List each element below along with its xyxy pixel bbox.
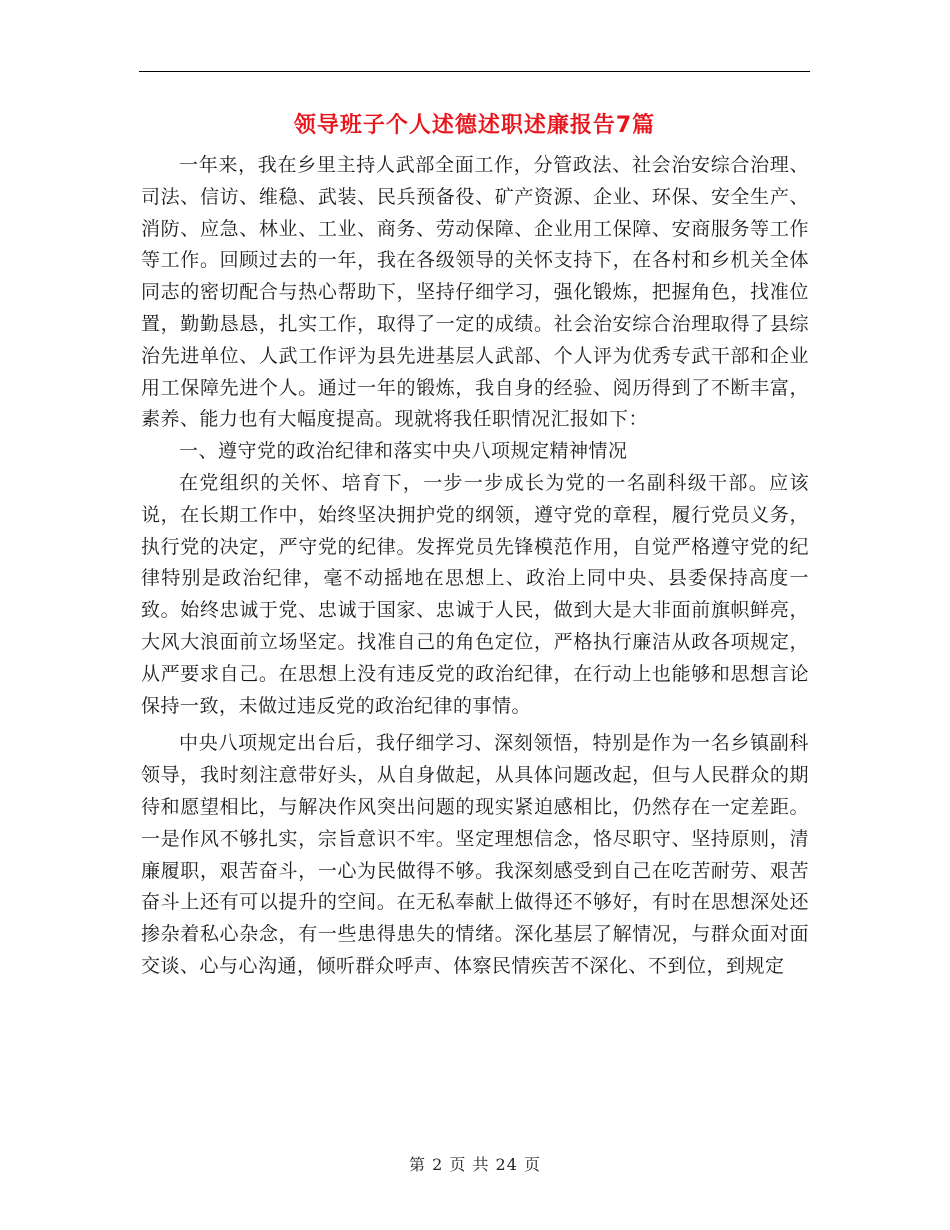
body-paragraph-eight-rules: 中央八项规定出台后，我仔细学习、深刻领悟，特别是作为一名乡镇副科领导，我时刻注意带好头，从自身做起，从具体问题改起，但与人民群众的期待和愿望相比，与解决作风突出问题的现实紧迫感相比，仍然存在一定差距。一是作风不够扎实，宗旨意识不牢。坚定理想信念，恪尽职守、坚持原则，清廉履职，艰苦奋斗，一心为民做得不够。我深刻感受到自己在吃苦耐劳、艰苦奋斗上还有可以提升的空间。在无私奉献上做得还不够好，有时在思想深处还掺杂着私心杂念，有一些患得患失的情绪。深化基层了解情况，与群众面对面交谈、心与心沟通，倾听群众呼声、体察民情疾苦不深化、不到位，到规定	[141, 732, 809, 977]
section-heading-1: 一、遵守党的政治纪律和落实中央八项规定精神情况	[179, 440, 628, 463]
body-paragraph-discipline: 在党组织的关怀、培育下，一步一步成长为党的一名副科级干部。应该说，在长期工作中，始终坚决拥护党的纲领，遵守党的章程，履行党员义务，执行党的决定，严守党的纪律。发挥党员先锋模范作用，自觉严格遵守党的纪律特别是政治纪律，毫不动摇地在思想上、政治上同中央、县委保持高度一致。始终忠诚于党、忠诚于国家、忠诚于人民，做到大是大非面前旗帜鲜亮，大风大浪面前立场坚定。找准自己的角色定位，严格执行廉洁从政各项规定，从严要求自己。在思想上没有违反党的政治纪律，在行动上也能够和思想言论保持一致，未做过违反党的政治纪律的事情。	[141, 471, 809, 717]
document-title: 领导班子个人述德述职述廉报告7篇	[293, 113, 656, 138]
document-body	[141, 150, 809, 983]
page-number-footer: 第 2 页 共 24 页	[409, 1155, 541, 1174]
header-rule	[139, 71, 810, 72]
body-paragraph-intro: 一年来，我在乡里主持人武部全面工作，分管政法、社会治安综合治理、司法、信访、维稳、武装、民兵预备役、矿产资源、企业、环保、安全生产、消防、应急、林业、工业、商务、劳动保障、企业用工保障、安商服务等工作等工作。回顾过去的一年，我在各级领导的关怀支持下，在各村和乡机关全体同志的密切配合与热心帮助下，坚持仔细学习，强化锻炼，把握角色，找准位置，勤勤恳恳，扎实工作，取得了一定的成绩。社会治安综合治理取得了县综治先进单位、人武工作评为县先进基层人武部、个人评为优秀专武干部和企业用工保障先进个人。通过一年的锻炼，我自身的经验、阅历得到了不断丰富，素养、能力也有大幅度提高。现就将我任职情况汇报如下：	[141, 154, 809, 431]
